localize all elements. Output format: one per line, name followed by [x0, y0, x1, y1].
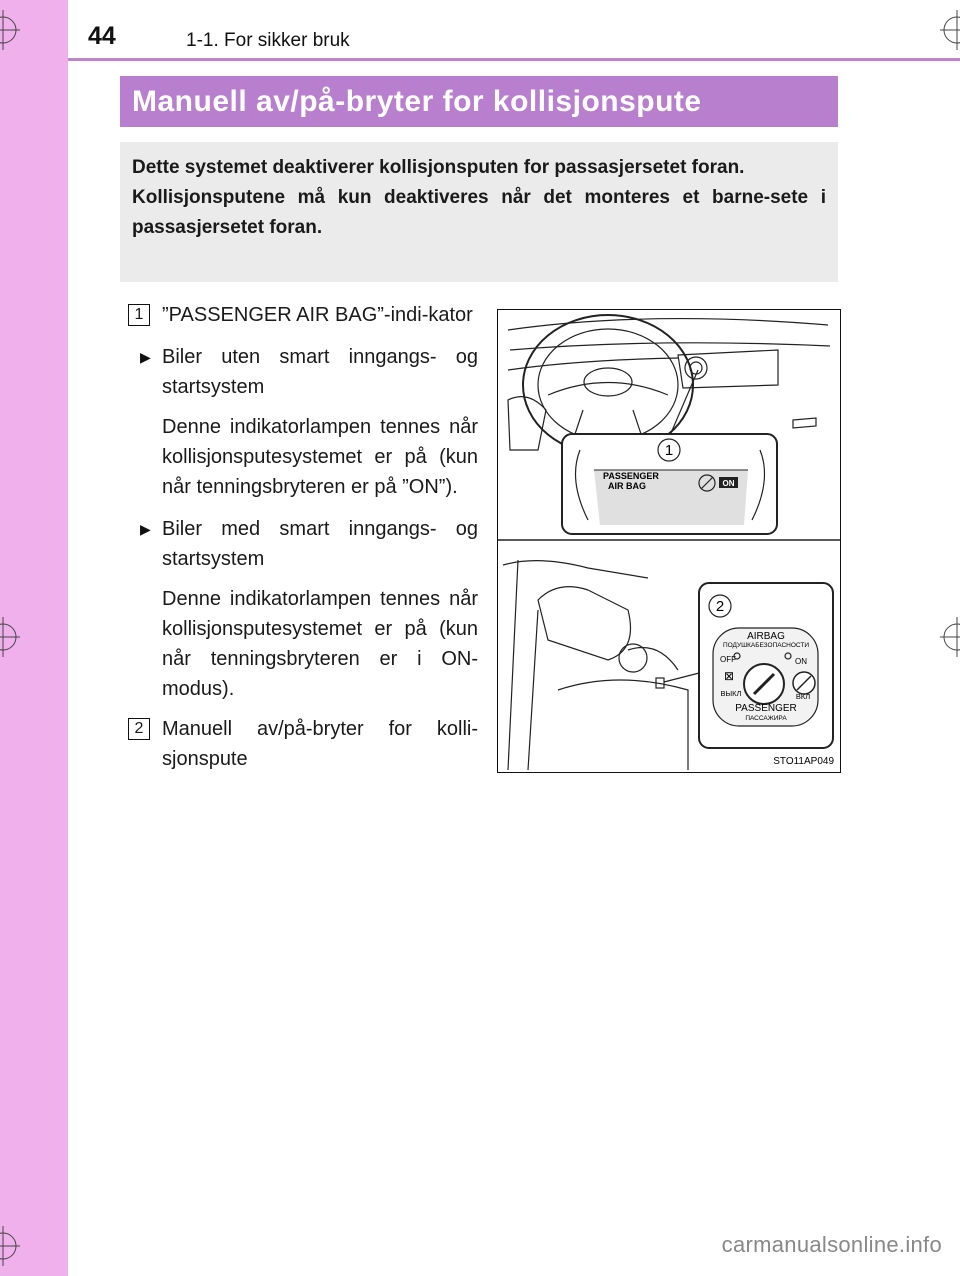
page-number: 44	[88, 22, 116, 50]
sub-item-heading: Biler uten smart inngangs- og startsystem	[162, 346, 478, 398]
switch-off-label: OFF	[720, 655, 736, 664]
indicator-label-line-1: PASSENGER	[603, 471, 659, 481]
child-seat-icon: ⊠	[724, 669, 735, 683]
indicator-label-line-2: AIR BAG	[608, 481, 646, 491]
callout-1-number: 1	[664, 442, 674, 459]
triangle-bullet-icon: ▶	[140, 349, 151, 365]
item-title: ”PASSENGER AIR BAG”-indi-kator	[162, 304, 473, 326]
figure-code: STO11AP049	[773, 756, 834, 767]
watermark: carmanualsonline.info	[721, 1232, 942, 1257]
chapter-title: 1-1. For sikker bruk	[186, 30, 350, 51]
switch-bottom-label: PASSENGER	[735, 703, 797, 714]
sub-item-description: Denne indikatorlampen tennes når kollisjonsputesystemet er på (kun når tenningsbryteren er på ”ON”).	[162, 416, 478, 498]
switch-on-label-ru: ВКЛ	[795, 692, 811, 701]
intro-line-1: Dette systemet deaktiverer kollisjonsputen for passasjersetet foran.	[132, 157, 745, 178]
section-title: Manuell av/på-bryter for kollisjonspute	[120, 76, 838, 127]
sub-item-heading: Biler med smart inngangs- og startsystem	[162, 518, 478, 570]
switch-top-label-ru: ПОДУШКАБЕЗОПАСНОСТИ	[722, 642, 810, 649]
item-title: Manuell av/på-bryter for kolli-sjonspute	[162, 718, 478, 770]
triangle-bullet-icon: ▶	[140, 521, 151, 537]
item-number-badge: 1	[128, 304, 150, 326]
sub-item-description: Denne indikatorlampen tennes når kollisjonsputesystemet er på (kun når tenningsbryteren er i ON-modus).	[162, 588, 478, 700]
switch-bottom-label-ru: ПАССАЖИРА	[745, 715, 787, 722]
intro-line-2: Kollisjonsputene må kun deaktiveres når det monteres et barne-sete i passasjersetet foran.	[132, 187, 826, 238]
switch-top-label: AIRBAG	[747, 631, 785, 642]
switch-off-label-ru: ВЫКЛ	[720, 689, 742, 698]
item-number-badge: 2	[128, 718, 150, 740]
switch-on-label: ON	[795, 657, 807, 666]
callout-2-number: 2	[715, 598, 725, 615]
indicator-on-label: ON	[722, 479, 735, 488]
